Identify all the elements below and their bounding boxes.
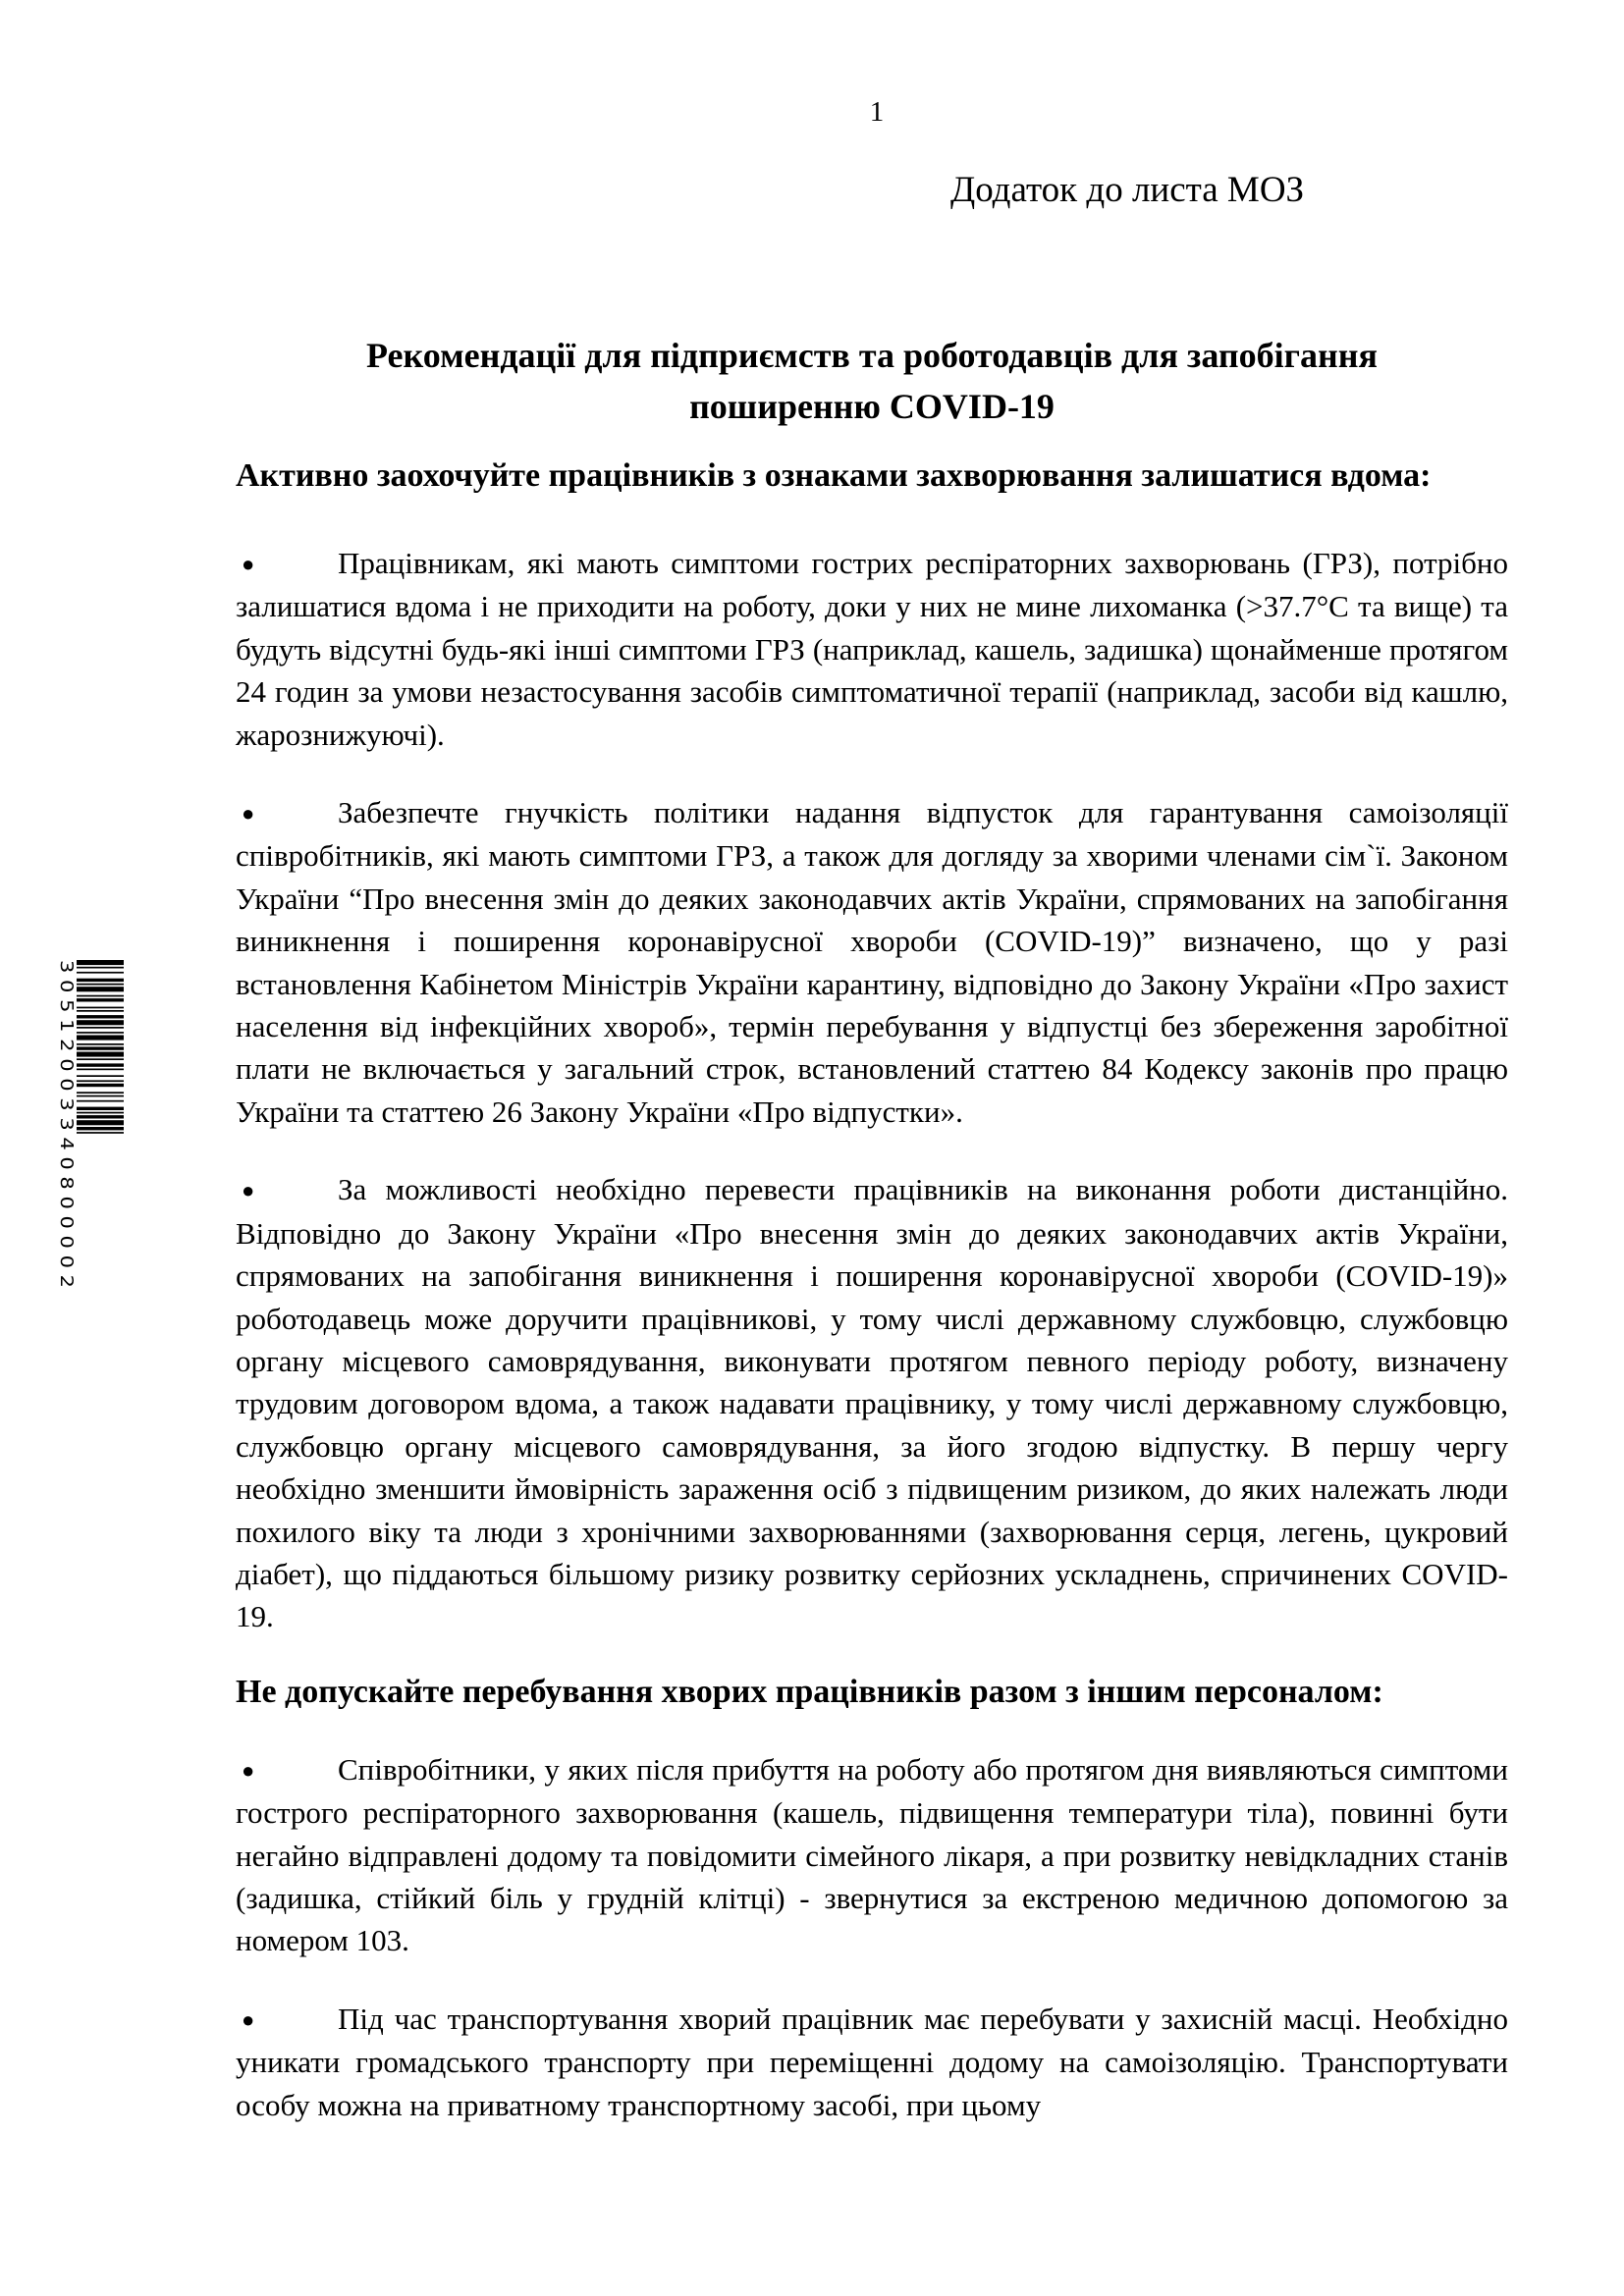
barcode-bar [77, 1080, 124, 1082]
list-item [236, 1998, 1508, 2126]
barcode-bar [77, 1132, 124, 1134]
barcode-bar [77, 1007, 124, 1009]
bullet-icon: ● [242, 552, 255, 576]
list-item [236, 1168, 1508, 1637]
barcode-bar [77, 1115, 124, 1118]
barcode-bar [77, 1010, 124, 1012]
barcode-bar [77, 1095, 124, 1097]
barcode-bar [77, 1084, 124, 1087]
barcode-bar [77, 1015, 124, 1018]
document-body [236, 452, 1508, 2162]
barcode-bar [77, 1032, 124, 1034]
barcode-bars [77, 960, 124, 1134]
barcode-bar [77, 987, 124, 991]
list-item [236, 1748, 1508, 1962]
barcode-bar [77, 1100, 124, 1102]
section-heading-isolate-sick: Не допускайте перебування хворих працівників разом з іншим персоналом: [236, 1673, 1383, 1710]
barcode-bar [77, 1058, 124, 1060]
list-item-text: Під час транспортування хворий працівник має перебувати у захисній масці. Необхідно уникати громадського транспорту при переміщенні додому на самоізоляцію. Транспортувати особу можна на приватному транспортному засобі, при цьому [236, 2001, 1508, 2122]
barcode-bar [77, 1069, 124, 1071]
addendum-label: Додаток до листа МОЗ [950, 170, 1305, 210]
barcode-digits: 3 0 5 1 2 0 0 3 3 4 0 8 0 0 0 0 2 [56, 960, 77, 1242]
bullet-icon: ● [242, 1757, 255, 1783]
barcode-bar [77, 1027, 124, 1029]
list-item-text: За можливості необхідно перевести працівників на виконання роботи дистанційно. Відповідно до Закону України «Про внесення змін до деяких законодавчих актів України, спрямованих на запобігання виникнення і поширення коронавірусної хвороби (COVID-19)» роботодавець може доручити працівникові, у тому числі державному службовцю, службовцю органу місцевого самоврядування, виконувати протягом певного періоду роботу, визначену трудовим договором вдома, а також надавати працівнику, у тому числі державному службовцю, службовцю органу місцевого самоврядування, за його згодою відпустку. В першу чергу необхідно зменшити ймовірність зараження осіб з підвищеним ризиком, до яких належать люди похилого віку та люди з хронічними захворюваннями (захворювання серця, легень, цукровий діабет), що піддаються більшому ризику розвитку серйозних ускладнень, спричинених COVID-19. [236, 1172, 1508, 1634]
list-item-text: Забезпечте гнучкість політики надання відпусток для гарантування самоізоляції співробітників, які мають симптоми ГРЗ, а також для догляду за хворими членами сім`ї. Законом України “Про внесення змін до деяких законодавчих актів України, спрямованих на запобігання виникнення і поширення коронавірусної хвороби (COVID-19)” визначено, що у разі встановлення Кабінетом Міністрів України карантину, відповідно до Закону України «Про захист населення від інфекційних хвороб», термін перебування у відпустці без збереження заробітної плати не включається у загальний строк, встановлений статтею 84 Кодексу законів про працю України та статтею 26 Закону України «Про відпустки». [236, 795, 1508, 1129]
barcode-bar [77, 1020, 124, 1025]
barcode-bar [77, 998, 124, 1001]
bullet-icon: ● [242, 1178, 255, 1203]
barcode-bar [77, 1036, 124, 1041]
bullet-icon: ● [242, 2006, 255, 2032]
list-item-text: Співробітники, у яких після прибуття на роботу або протягом дня виявляються симптоми гострого респіраторного захворювання (кашель, підвищення температури тіла), повинні бути негайно відправлені додому та повідомити сімейного лікаря, а при розвитку невідкладних станів (задишка, стійкий біль у грудній клітці) - звернутися за екстреною медичною допомогою за номером 103. [236, 1751, 1508, 1958]
barcode-bar [77, 1043, 124, 1045]
barcode-bar [77, 1112, 124, 1114]
barcode-bar [77, 984, 124, 986]
list-item [236, 791, 1508, 1133]
barcode-bar [77, 1127, 124, 1130]
section-heading-stay-home: Активно заохочуйте працівників з ознаками захворювання залишатися вдома: [236, 457, 1432, 494]
barcode-bar [77, 1107, 124, 1110]
barcode-bar [77, 1120, 124, 1125]
barcode-bar [77, 1075, 124, 1077]
barcode-bar [77, 972, 124, 974]
document-title [236, 330, 1508, 432]
barcode-bar [77, 979, 124, 982]
bullet-icon: ● [242, 801, 255, 827]
list-item-text: Працівникам, які мають симптоми гострих респіраторних захворювань (ГРЗ), потрібно залишатися вдома і не приходити на роботу, доки у них не мине лихоманка (>37.7°С та вище) та будуть відсутні будь-які інші симптоми ГРЗ (наприклад, кашель, задишка) щонайменше протягом 24 годин за умови незастосування засобів симптоматичної терапії (наприклад, засоби від кашлю, жарознижуючі). [236, 546, 1508, 752]
barcode-bar [77, 1063, 124, 1066]
barcode-icon [43, 958, 128, 1290]
title-line-2: поширенню COVID-19 [689, 387, 1055, 426]
barcode-bar [77, 995, 124, 997]
page-number: 1 [869, 96, 885, 128]
barcode-bar [77, 960, 124, 965]
barcode-bar [77, 1092, 124, 1094]
barcode-bar [77, 1046, 124, 1049]
title-line-1: Рекомендації для підприємств та роботодавців для запобігання [366, 336, 1378, 375]
list-item [236, 542, 1508, 756]
barcode-bar [77, 967, 124, 969]
barcode-bar [77, 1052, 124, 1057]
